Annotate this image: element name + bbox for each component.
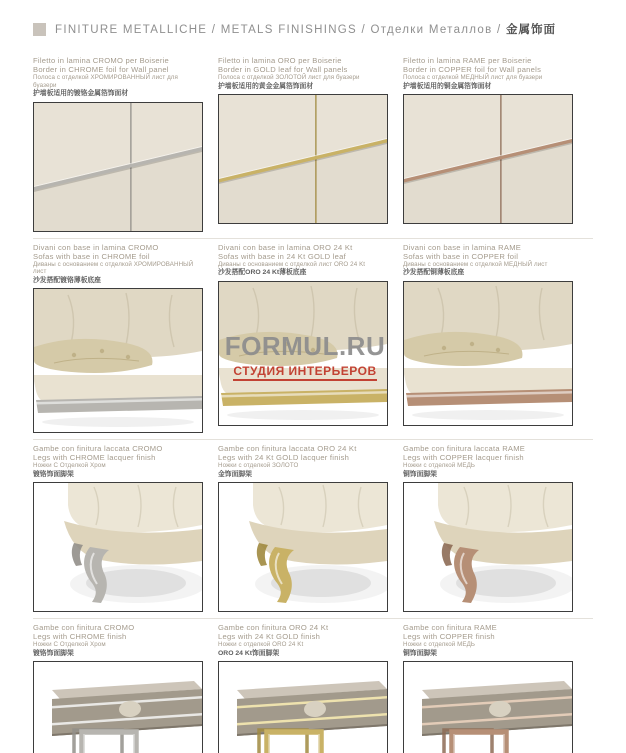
caption <box>403 444 573 479</box>
page-title-latin: FINITURE METALLICHE / METALS FINISHINGS / Отделки Металлов / <box>55 24 502 36</box>
cell-console-leg-copper <box>403 623 573 753</box>
page-title-chinese: 金属饰面 <box>506 24 557 36</box>
caption-chinese: 铜饰面脚架 <box>403 470 437 478</box>
caption <box>218 56 388 91</box>
lacquer-leg-art <box>404 483 572 611</box>
row-wall-panel-borders <box>33 56 593 232</box>
wall-panel-art <box>34 103 202 231</box>
cell-sofa-base-chrome <box>33 243 203 434</box>
cell-lacquer-leg-chrome <box>33 444 203 612</box>
row-lacquered-legs <box>33 439 593 612</box>
caption-chinese: 铜饰面脚架 <box>403 649 437 657</box>
caption-russian: Полоса с отделкой МЕДНЫЙ лист для буазери <box>403 74 543 81</box>
sofa-base-art <box>34 289 202 432</box>
caption <box>403 56 573 91</box>
caption-english: Border in CHROME foil for Wall panel <box>33 65 169 74</box>
sofa-base-chrome-image <box>33 288 203 433</box>
caption-italian: Gambe con finitura CROMO <box>33 623 135 632</box>
caption-english: Sofas with base in COPPER foil <box>403 251 519 261</box>
caption <box>403 623 573 658</box>
caption-english: Legs with COPPER finish <box>403 632 495 641</box>
caption-italian: Filetto in lamina ORO per Boiserie <box>218 56 342 65</box>
console-leg-copper-image <box>403 661 573 753</box>
caption-english: Sofas with base in CHROME foil <box>33 251 150 261</box>
sofa-base-art <box>404 282 572 425</box>
cell-lacquer-leg-gold <box>218 444 388 612</box>
site-watermark <box>219 331 391 381</box>
watermark-subtitle: СТУДИЯ ИНТЕРЬЕРОВ <box>233 364 376 381</box>
caption-russian: Диваны с основанием с отделкой МЕДНЫЙ лист <box>403 260 548 268</box>
cell-border-copper <box>403 56 573 232</box>
lacquer-leg-art <box>34 483 202 611</box>
cell-console-leg-gold <box>218 623 388 753</box>
cell-border-gold <box>218 56 388 232</box>
caption-russian: Ножки С Отделкой Хром <box>33 641 106 648</box>
caption-english: Legs with CHROME finish <box>33 632 127 641</box>
caption <box>33 56 203 99</box>
caption-italian: Divani con base in lamina ORO 24 Kt <box>218 242 353 252</box>
caption-italian: Gambe con finitura RAME <box>403 623 497 632</box>
caption-chinese: 沙发搭配镀铬薄板底座 <box>33 276 101 284</box>
caption-russian: Ножки с отделкой МЕДЬ <box>403 641 476 648</box>
caption <box>33 444 203 479</box>
caption-chinese: 镀铬饰面脚架 <box>33 649 74 657</box>
wall-panel-chrome-image <box>33 102 203 232</box>
console-leg-chrome-image <box>33 661 203 753</box>
watermark-title: FORMUL.RU <box>224 331 386 361</box>
caption-russian: Ножки с отделкой ORO 24 Kt <box>218 641 304 648</box>
caption-english: Legs with 24 Kt GOLD finish <box>218 632 321 641</box>
caption-italian: Filetto in lamina CROMO per Boiserie <box>33 56 170 65</box>
caption-chinese: 护墙板适用的铜金属箔饰面材 <box>403 82 492 90</box>
cell-sofa-base-copper <box>403 243 573 434</box>
caption-italian: Divani con base in lamina CROMO <box>33 242 159 252</box>
caption-english: Border in GOLD leaf for Wall panels <box>218 65 348 74</box>
row-console-legs <box>33 618 593 753</box>
caption <box>33 623 203 658</box>
caption-english: Legs with COPPER lacquer finish <box>403 453 524 462</box>
caption-italian: Divani con base in lamina RAME <box>403 242 522 252</box>
console-leg-gold-image <box>218 661 388 753</box>
caption-russian: Ножки С Отделкой Хром <box>33 462 106 469</box>
cell-border-chrome <box>33 56 203 232</box>
caption-russian: Диваны с основанием с отделкой лист ORO 24 Kt <box>218 260 366 268</box>
caption-chinese: 金饰面脚架 <box>218 470 252 478</box>
caption-english: Border in COPPER foil for Wall panels <box>403 65 542 74</box>
caption-italian: Filetto in lamina RAME per Boiserie <box>403 56 532 65</box>
caption-russian: Ножки с отделкой ЗОЛОТО <box>218 462 299 469</box>
lacquer-leg-art <box>219 483 387 611</box>
caption <box>218 243 388 278</box>
caption <box>33 243 203 286</box>
caption <box>403 243 573 278</box>
sofa-base-copper-image <box>403 281 573 426</box>
caption-chinese: 护墙板适用的黄金金属箔饰面材 <box>218 82 314 90</box>
page-title <box>55 21 556 37</box>
caption-italian: Gambe con finitura laccata RAME <box>403 444 526 453</box>
caption-russian: Диваны с основанием с отделкой ХРОМИРОВАННЫЙ лист <box>33 260 194 275</box>
caption-chinese: 镀铬饰面脚架 <box>33 470 74 478</box>
wall-panel-copper-image <box>403 94 573 224</box>
wall-panel-art <box>219 95 387 223</box>
lacquer-leg-gold-image <box>218 482 388 612</box>
console-leg-art <box>404 662 572 753</box>
console-leg-art <box>34 662 202 753</box>
lacquer-leg-copper-image <box>403 482 573 612</box>
page-header <box>33 21 593 37</box>
header-square-icon <box>33 23 46 36</box>
caption-italian: Gambe con finitura ORO 24 Kt <box>218 623 329 632</box>
wall-panel-gold-image <box>218 94 388 224</box>
caption <box>218 623 388 658</box>
caption-english: Legs with CHROME lacquer finish <box>33 453 156 462</box>
caption-english: Legs with 24 Kt GOLD lacquer finish <box>218 453 350 462</box>
caption-chinese: ORO 24 Kt饰面脚架 <box>218 649 280 657</box>
wall-panel-art <box>404 95 572 223</box>
lacquer-leg-chrome-image <box>33 482 203 612</box>
caption-italian: Gambe con finitura laccata CROMO <box>33 444 163 453</box>
caption-italian: Gambe con finitura laccata ORO 24 Kt <box>218 444 357 453</box>
caption-russian: Полоса с отделкой ЗОЛОТОЙ лист для буазери <box>218 74 360 81</box>
console-leg-art <box>219 662 387 753</box>
cell-lacquer-leg-copper <box>403 444 573 612</box>
caption <box>218 444 388 479</box>
caption-chinese: 沙发搭配铜薄板底座 <box>403 269 465 276</box>
caption-russian: Ножки с отделкой МЕДЬ <box>403 462 476 469</box>
caption-russian: Полоса с отделкой ХРОМИРОВАННЫЙ лист для буазери <box>33 74 178 89</box>
caption-chinese: 沙发搭配ORO 24 Kt薄板底座 <box>218 269 307 276</box>
cell-console-leg-chrome <box>33 623 203 753</box>
caption-chinese: 护墙板适用的镀铬金属箔饰面材 <box>33 90 129 97</box>
caption-english: Sofas with base in 24 Kt GOLD leaf <box>218 251 346 261</box>
